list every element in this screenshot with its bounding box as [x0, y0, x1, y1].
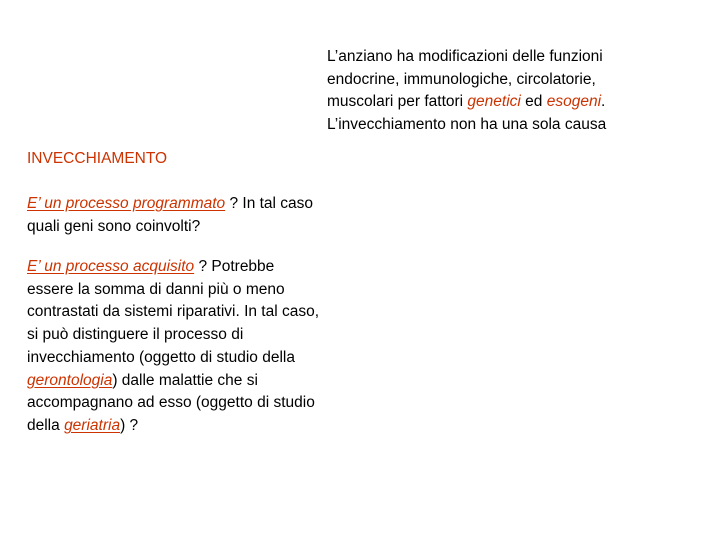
para2-line-8-pre: della	[27, 416, 65, 434]
intro-line-3-mid: ed	[520, 93, 547, 111]
intro-paragraph	[327, 46, 606, 137]
term-gerontologia: gerontologia	[27, 371, 113, 389]
para1-line-1	[27, 193, 313, 216]
para2-line-2: essere la somma di danni più o meno	[27, 280, 285, 298]
para2-line-7: accompagnano ad esso (oggetto di studio	[27, 394, 315, 412]
para2-line-1-post: ? Potrebbe	[194, 258, 275, 275]
para2-line-5: invecchiamento (oggetto di studio della	[27, 348, 295, 366]
term-genetici: genetici	[467, 93, 521, 111]
section-heading: INVECCHIAMENTO	[27, 150, 168, 167]
intro-line-1: L’anziano ha modificazioni delle funzioni	[327, 48, 603, 65]
para2-line-8-post: ) ?	[120, 416, 139, 434]
para2-line-6-post: ) dalle malattie che si	[112, 371, 258, 389]
para2-line-1	[27, 256, 319, 279]
para1-line-1-post: ? In tal caso	[225, 195, 314, 212]
intro-line-4: L’invecchiamento non ha una sola causa	[327, 116, 607, 134]
para2-line-8	[27, 415, 319, 438]
intro-line-3	[327, 91, 606, 114]
para2-line-4: si può distinguere il processo di	[27, 326, 244, 344]
term-processo-acquisito: E’ un processo acquisito	[27, 258, 195, 275]
intro-line-3-pre: muscolari per fattori	[327, 93, 468, 111]
term-processo-programmato: E’ un processo programmato	[27, 195, 226, 212]
term-esogeni: esogeni	[546, 93, 602, 111]
paragraph-acquisito	[27, 256, 319, 438]
term-geriatria: geriatria	[64, 416, 121, 434]
para2-line-6	[27, 370, 319, 393]
intro-line-3-post: .	[601, 93, 606, 111]
para2-line-3: contrastati da sistemi riparativi. In tal caso,	[27, 303, 320, 321]
intro-line-2: endocrine, immunologiche, circolatorie,	[327, 70, 596, 88]
paragraph-programmato	[27, 193, 313, 238]
para1-line-2: quali geni sono coinvolti?	[27, 217, 201, 235]
